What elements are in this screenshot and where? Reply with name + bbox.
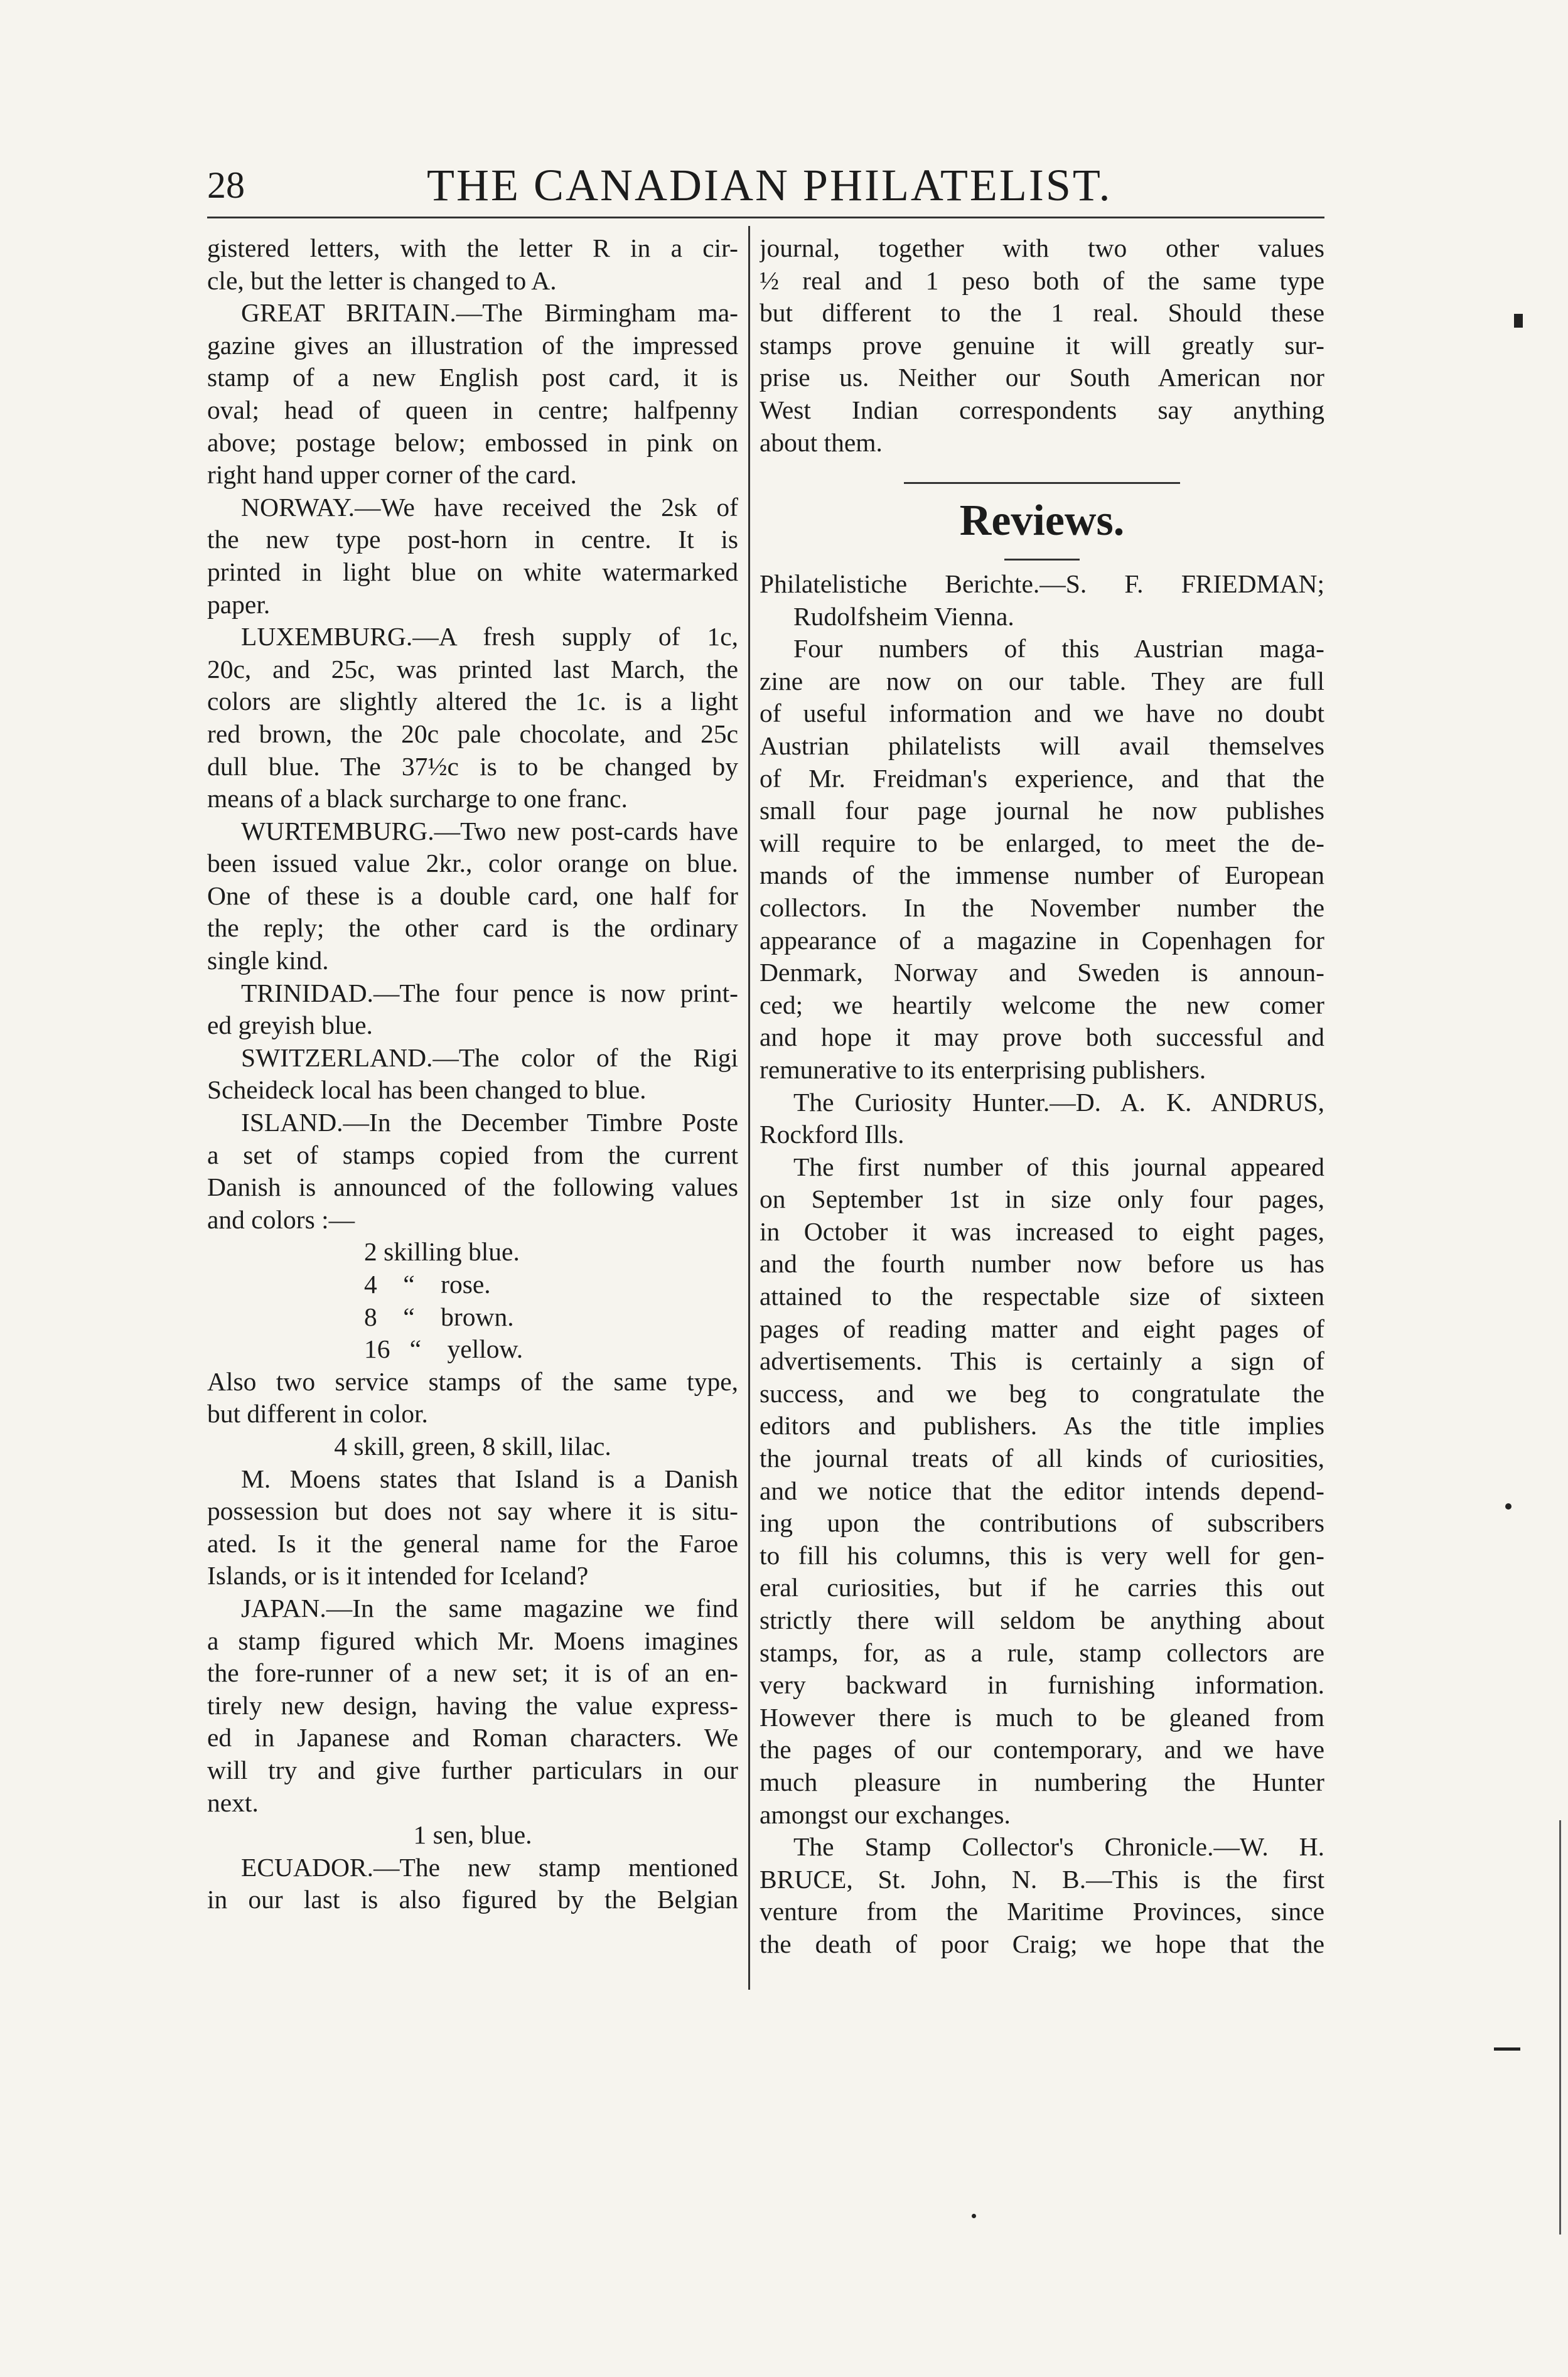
text-line: much pleasure in numbering the Hunter <box>760 1767 1324 1796</box>
value-line: 8 “ brown. <box>364 1302 514 1331</box>
text-line: zine are now on our table. They are full <box>760 666 1324 695</box>
text-line: of useful information and we have no doubt <box>760 699 1324 728</box>
text-line: small four page journal he now publishes <box>760 796 1324 825</box>
text-line: a stamp figured which Mr. Moens imagines <box>207 1626 738 1655</box>
text-line: ated. Is it the general name for the Faroe <box>207 1528 738 1558</box>
text-line: Rudolfsheim Vienna. <box>793 601 1014 631</box>
text-line: in our last is also figured by the Belgian <box>207 1885 738 1914</box>
text-line: One of these is a double card, one half for <box>207 881 738 910</box>
left-column <box>207 232 738 1916</box>
text-line: editors and publishers. As the title implies <box>760 1411 1324 1441</box>
value-line: 2 skilling blue. <box>364 1237 520 1267</box>
text-line: been issued value 2kr., color orange on blue. <box>207 849 738 878</box>
text-line: stamp of a new English post card, it is <box>207 363 738 392</box>
text-line: pages of reading matter and eight pages of <box>760 1314 1324 1343</box>
text-line: to fill his columns, this is very well for gen- <box>760 1540 1324 1570</box>
text-line: WURTEMBURG.—Two new post-cards have <box>241 816 738 845</box>
text-line: will try and give further particulars in our <box>207 1755 738 1784</box>
text-line: and the fourth number now before us has <box>760 1249 1324 1279</box>
running-title: THE CANADIAN PHILATELIST. <box>427 160 1112 210</box>
text-line: the new type post-horn in centre. It is <box>207 525 738 554</box>
text-line: venture from the Maritime Provinces, since <box>760 1897 1324 1926</box>
text-line: LUXEMBURG.—A fresh supply of 1c, <box>241 622 738 652</box>
scan-speck <box>1514 314 1523 328</box>
text-line: SWITZERLAND.—The color of the Rigi <box>241 1043 738 1072</box>
text-line: the fore-runner of a new set; it is of an en- <box>207 1658 738 1688</box>
text-line: printed in light blue on white watermarked <box>207 557 738 586</box>
text-line: the death of poor Craig; we hope that the <box>760 1929 1324 1958</box>
text-line: TRINIDAD.—The four pence is now print- <box>241 978 738 1007</box>
text-line: success, and we beg to congratulate the <box>760 1378 1324 1408</box>
text-line: about them. <box>760 427 883 457</box>
text-line: 20c, and 25c, was printed last March, the <box>207 654 738 684</box>
section-rule <box>904 482 1180 484</box>
text-line: Philatelistiche Berichte.—S. F. FRIEDMAN; <box>760 569 1324 598</box>
page-number: 28 <box>207 164 245 206</box>
text-line: paper. <box>207 589 271 619</box>
text-line: M. Moens states that Island is a Danish <box>241 1464 738 1493</box>
text-line: journal, together with two other values <box>760 233 1324 262</box>
text-line: Danish is announced of the following values <box>207 1172 738 1202</box>
text-line: eral curiosities, but if he carries this out <box>760 1573 1324 1602</box>
text-line: cle, but the letter is changed to A. <box>207 266 557 295</box>
text-line: However there is much to be gleaned from <box>760 1702 1324 1732</box>
text-line: amongst our exchanges. <box>760 1800 1011 1829</box>
text-line: collectors. In the November number the <box>760 893 1324 922</box>
text-line: the pages of our contemporary, and we have <box>760 1735 1324 1764</box>
text-line: prise us. Neither our South American nor <box>760 363 1324 392</box>
text-line: West Indian correspondents say anything <box>760 395 1324 424</box>
text-line: red brown, the 20c pale chocolate, and 25c <box>207 719 738 748</box>
header-rule <box>207 217 1324 218</box>
text-line: colors are slightly altered the 1c. is a light <box>207 687 738 716</box>
text-line: ed in Japanese and Roman characters. We <box>207 1723 738 1752</box>
text-line: ½ real and 1 peso both of the same type <box>760 266 1324 295</box>
text-line: dull blue. The 37½c is to be changed by <box>207 751 738 781</box>
value-line: 1 sen, blue. <box>413 1820 532 1850</box>
scan-speck <box>1505 1503 1512 1510</box>
text-line: on September 1st in size only four pages, <box>760 1184 1324 1214</box>
text-line: stamps, for, as a rule, stamp collectors are <box>760 1638 1324 1667</box>
text-line: The Stamp Collector's Chronicle.—W. H. <box>793 1832 1324 1862</box>
text-line: but different in color. <box>207 1399 428 1429</box>
text-line: strictly there will seldom be anything about <box>760 1606 1324 1634</box>
text-line: stamps prove genuine it will greatly sur- <box>760 330 1324 360</box>
text-line: appearance of a magazine in Copenhagen for <box>760 925 1324 955</box>
text-line: means of a black surcharge to one franc. <box>207 784 628 813</box>
text-line: the reply; the other card is the ordinary <box>207 913 738 943</box>
text-line: single kind. <box>207 946 329 975</box>
text-line: and hope it may prove both successful and <box>760 1022 1324 1052</box>
text-line: gazine gives an illustration of the impressed <box>207 330 738 360</box>
text-line: attained to the respectable size of sixteen <box>760 1282 1324 1311</box>
text-line: JAPAN.—In the same magazine we find <box>241 1593 738 1623</box>
right-column-reviews <box>760 568 1324 1961</box>
text-line: The Curiosity Hunter.—D. A. K. ANDRUS, <box>793 1087 1324 1117</box>
text-line: ed greyish blue. <box>207 1011 373 1040</box>
column-divider <box>748 226 750 1990</box>
text-line: possession but does not say where it is situ- <box>207 1496 738 1526</box>
text-line: ECUADOR.—The new stamp mentioned <box>241 1852 738 1882</box>
text-line: the journal treats of all kinds of curiosities, <box>760 1444 1324 1473</box>
text-line: of Mr. Freidman's experience, and that the <box>760 763 1324 793</box>
text-line: a set of stamps copied from the current <box>207 1140 738 1169</box>
text-line: ing upon the contributions of subscribers <box>760 1508 1324 1538</box>
text-line: right hand upper corner of the card. <box>207 460 577 490</box>
scan-speck <box>1494 2047 1520 2051</box>
reviews-heading: Reviews. <box>959 496 1125 545</box>
text-line: next. <box>207 1788 259 1817</box>
text-line: in October it was increased to eight pages, <box>760 1216 1324 1246</box>
text-line: remunerative to its enterprising publishers. <box>760 1054 1206 1084</box>
text-line: ISLAND.—In the December Timbre Poste <box>241 1108 738 1137</box>
scan-edge-line <box>1559 1820 1561 2235</box>
text-line: Scheideck local has been changed to blue. <box>207 1075 647 1105</box>
right-column-top <box>760 232 1324 459</box>
text-line: Also two service stamps of the same type, <box>207 1366 738 1396</box>
text-line: Islands, or is it intended for Iceland? <box>207 1561 589 1591</box>
text-line: Four numbers of this Austrian maga- <box>793 634 1324 663</box>
text-line: Denmark, Norway and Sweden is announ- <box>760 958 1324 987</box>
scan-speck <box>972 2214 976 2218</box>
value-line: 4 “ rose. <box>364 1270 491 1299</box>
page-header <box>207 157 1324 213</box>
text-line: mands of the immense number of European <box>760 861 1324 890</box>
value-line: 4 skill, green, 8 skill, lilac. <box>334 1431 611 1461</box>
text-line: will require to be enlarged, to meet the de- <box>760 828 1324 857</box>
text-line: oval; head of queen in centre; halfpenny <box>207 395 738 424</box>
text-line: ced; we heartily welcome the new comer <box>760 990 1324 1019</box>
text-line: and we notice that the editor intends depend- <box>760 1476 1324 1505</box>
text-line: very backward in furnishing information. <box>760 1670 1324 1700</box>
text-line: GREAT BRITAIN.—The Birmingham ma- <box>241 298 738 328</box>
text-line: above; postage below; embossed in pink on <box>207 427 738 457</box>
text-line: but different to the 1 real. Should these <box>760 298 1324 328</box>
text-line: gistered letters, with the letter R in a cir- <box>207 233 738 262</box>
value-line: 16 “ yellow. <box>364 1334 524 1364</box>
section-rule <box>1004 559 1080 561</box>
text-line: Austrian philatelists will avail themselves <box>760 731 1324 760</box>
text-line: Rockford Ills. <box>760 1120 905 1149</box>
text-line: and colors :— <box>207 1205 355 1234</box>
text-line: NORWAY.—We have received the 2sk of <box>241 492 738 522</box>
text-line: advertisements. This is certainly a sign of <box>760 1346 1324 1376</box>
text-line: tirely new design, having the value express- <box>207 1690 738 1720</box>
text-line: The first number of this journal appeared <box>793 1152 1324 1181</box>
text-line: BRUCE, St. John, N. B.—This is the first <box>760 1864 1324 1894</box>
